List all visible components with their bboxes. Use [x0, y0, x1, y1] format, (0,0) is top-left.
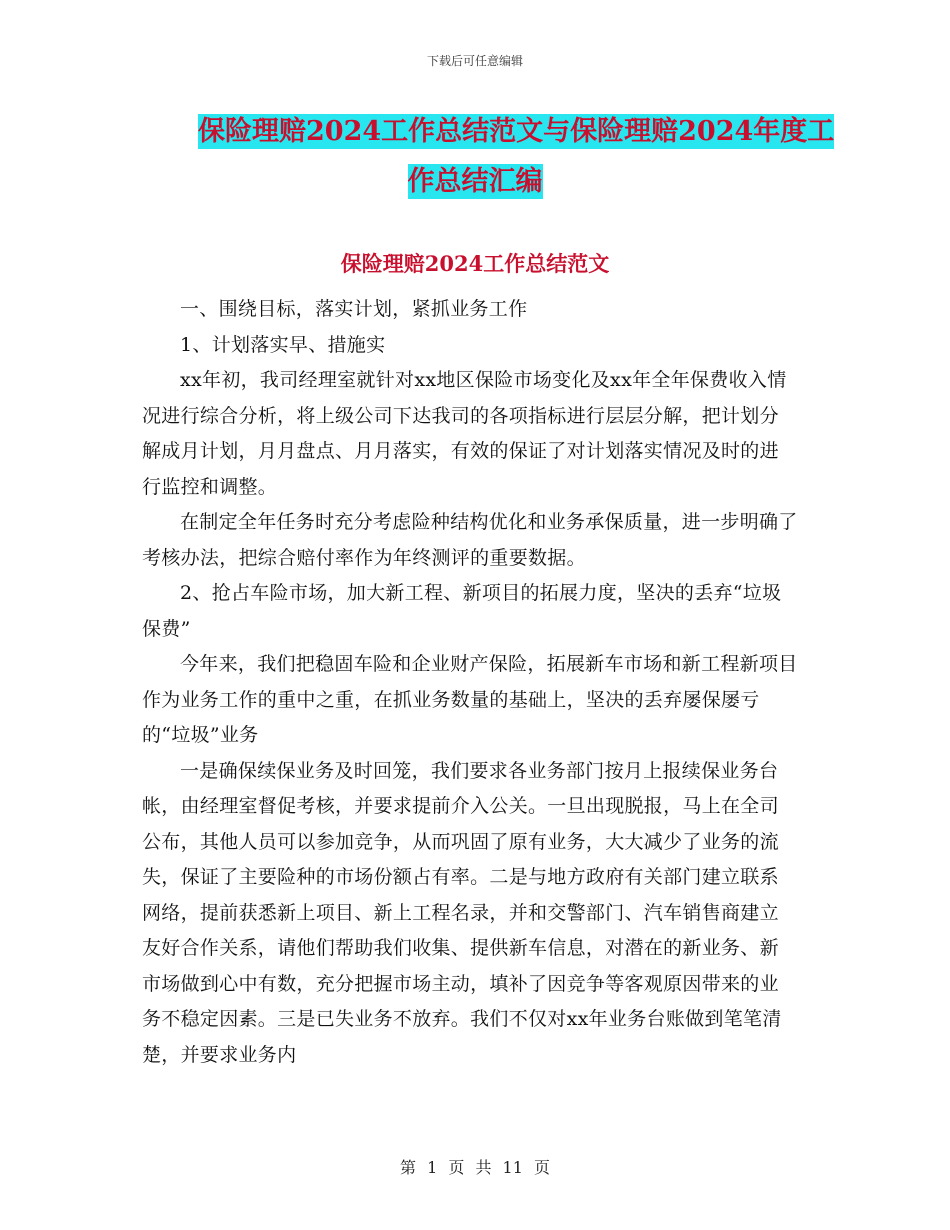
page-number-footer: 第 1 页 共 11 页	[400, 1158, 550, 1177]
paragraph: 2、抢占车险市场，加大新工程、新项目的拓展力度，坚决的丢弃“垃圾保费”	[142, 582, 782, 640]
paragraph: 今年来，我们把稳固车险和企业财产保险，拓展新车市场和新工程新项目作为业务工作的重中之重，在抓业务数量的基础上，坚决的丢弃屡保屡亏的“垃圾”业务	[142, 653, 798, 746]
document-body	[142, 292, 798, 1073]
title-line-1	[198, 108, 834, 156]
paragraph: 一、围绕目标，落实计划，紧抓业务工作	[180, 298, 528, 320]
paragraph: xx年初，我司经理室就针对xx地区保险市场变化及xx年全年保费收入情况进行综合分析，将上级公司下达我司的各项指标进行层层分解，把计划分解成月计划，月月盘点、月月落实，有效的保证了对计划落实情况及时的进行监控和调整。	[142, 369, 787, 498]
section-title: 保险理赔2024工作总结范文	[340, 251, 610, 276]
header-note: 下载后可任意编辑	[426, 54, 523, 68]
paragraph: 在制定全年任务时充分考虑险种结构优化和业务承保质量，进一步明确了考核办法，把综合赔付率作为年终测评的重要数据。	[142, 511, 798, 569]
title-line-2	[140, 158, 810, 206]
title-line-2-text: 作总结汇编	[407, 166, 543, 197]
paragraph: 1、计划落实早、措施实	[180, 333, 386, 356]
paragraph: 一是确保续保业务及时回笼，我们要求各业务部门按月上报续保业务台帐，由经理室督促考核，并要求提前介入公关。一旦出现脱报，马上在全司公布，其他人员可以参加竞争，从而巩固了原有业务，大大减少了业务的流失，保证了主要险种的市场份额占有率。二是与地方政府有关部门建立联系网络，提前获悉新上项目、新上工程名录，并和交警部门、汽车销售商建立友好合作关系，请他们帮助我们收集、提供新车信息，对潜在的新业务、新市场做到心中有数，充分把握市场主动，填补了因竞争等客观原因带来的业务不稳定因素。三是已失业务不放弃。我们不仅对xx年业务台账做到笔笔清楚，并要求业务内	[142, 759, 782, 1066]
title-line-1-text: 保险理赔2024工作总结范文与保险理赔2024年度工	[198, 116, 835, 147]
